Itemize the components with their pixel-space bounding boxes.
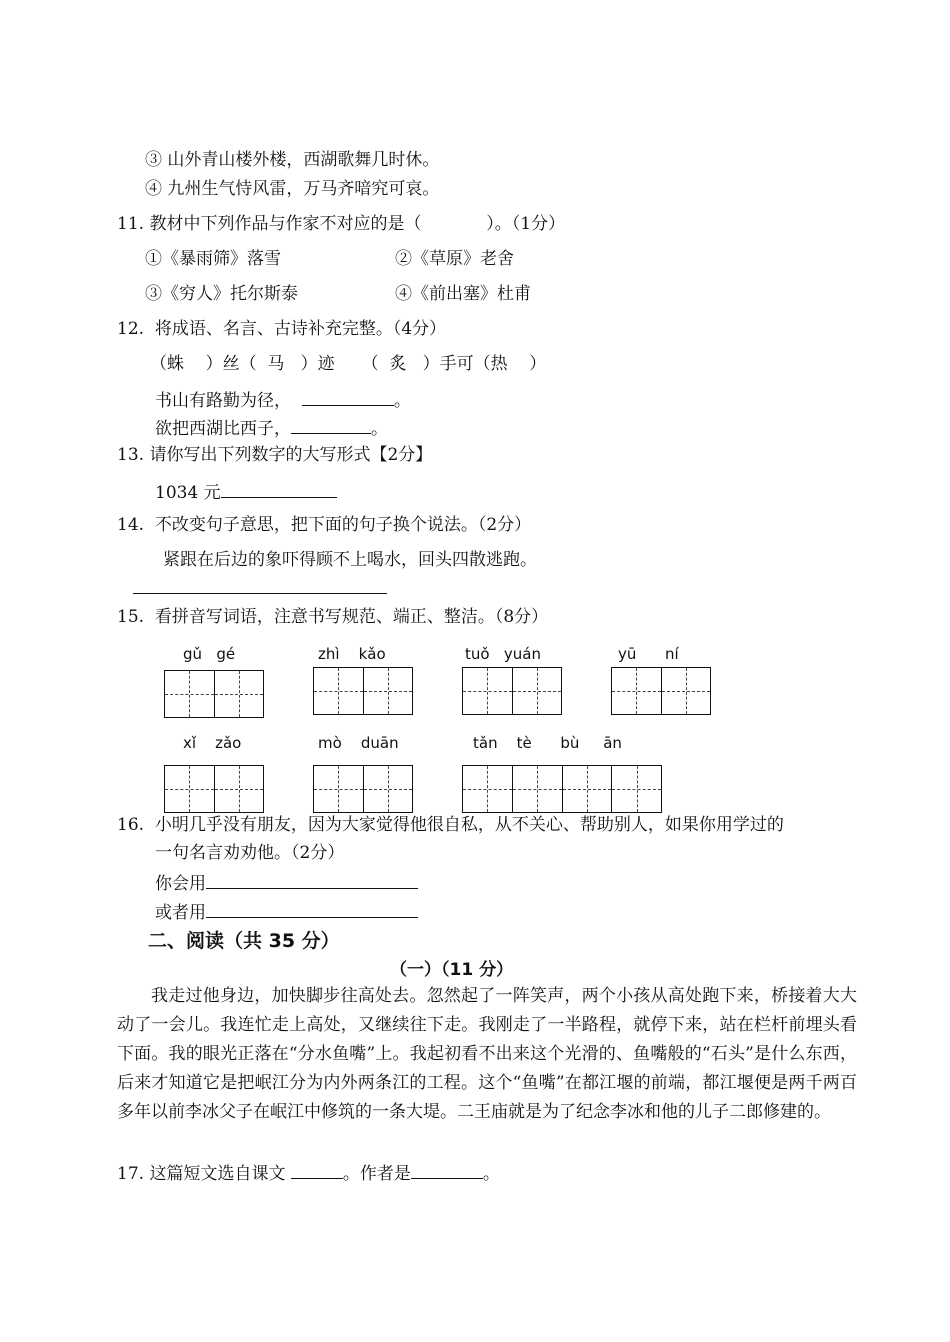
writing-grid-5[interactable] [164, 765, 264, 813]
pinyin-6: mò duān [318, 734, 399, 752]
q11-option-c: ③《穷人》托尔斯泰 [145, 284, 298, 304]
q16-blank-2[interactable] [206, 900, 418, 918]
q13-stem: 13. 请你写出下列数字的大写形式【2分】 [117, 445, 433, 465]
writing-grid-6[interactable] [313, 765, 413, 813]
q16-line-1-text: 你会用 [155, 874, 206, 894]
q14-answer-line[interactable] [133, 593, 387, 594]
q11-option-b: ②《草原》老舍 [395, 249, 514, 269]
q12-blank-2[interactable] [291, 416, 371, 434]
q12-idioms: （蛛 ）丝（ 马 ）迹 （ 炙 ）手可（热 ） [150, 354, 547, 374]
q12-line-2 [155, 416, 388, 440]
pinyin-2: zhì kǎo [318, 645, 386, 663]
writing-grid-3[interactable] [462, 667, 562, 715]
pinyin-5: xǐ zǎo [183, 734, 242, 752]
writing-grid-4[interactable] [611, 667, 711, 715]
q17-blank-1[interactable] [291, 1161, 343, 1179]
q13-line [155, 480, 337, 504]
section-2-subtitle: （一）（11 分） [390, 960, 514, 980]
q16-line-2 [155, 900, 418, 924]
q12-line-1-end: 。 [393, 391, 411, 411]
q12-line-1 [155, 388, 411, 412]
writing-grid-2[interactable] [313, 667, 413, 715]
q13-amount: 1034 元 [155, 483, 221, 503]
q11-option-d: ④《前出塞》杜甫 [395, 284, 531, 304]
q16-line-1 [155, 871, 418, 895]
q11-stem: 11. 教材中下列作品与作家不对应的是（ ）。（1分） [117, 214, 566, 234]
q11-option-a: ①《暴雨筛》落雪 [145, 249, 281, 269]
q12-line-2-end: 。 [371, 419, 388, 439]
writing-grid-7[interactable] [462, 765, 662, 813]
pinyin-4: yū ní [618, 645, 679, 663]
q12-line-1-text: 书山有路勤为径， [155, 391, 291, 411]
q17-text-a: 17. 这篇短文选自课文 [117, 1164, 291, 1184]
section-2-title: 二、阅读（共 35 分） [148, 930, 340, 952]
q12-blank-1[interactable] [302, 388, 394, 406]
poem-option-4: ④ 九州生气恃风雷，万马齐喑究可哀。 [145, 179, 440, 199]
reading-passage: 我走过他身边，加快脚步往高处去。忽然起了一阵笑声，两个小孩从高处跑下来，桥接着大大动了一会儿。我连忙走上高处，又继续往下走。我刚走了一半路程，就停下来，站在栏杆前埋头看下面。我的眼光正落在“分水鱼嘴”上。我起初看不出来这个光滑的、鱼嘴般的“石头”是什么东西，后来才知道它是把岷江分为内外两条江的工程。这个“鱼嘴”在都江堰的前端，都江堰便是两千两百多年以前李冰父子在岷江中修筑的一条大堤。二王庙就是为了纪念李冰和他的儿子二郎修建的。 [117, 986, 857, 1122]
pinyin-3: tuǒ yuán [465, 645, 541, 663]
q16-blank-1[interactable] [206, 871, 418, 889]
poem-option-3: ③ 山外青山楼外楼，西湖歌舞几时休。 [145, 150, 440, 170]
q13-blank[interactable] [221, 480, 337, 498]
q16-line-2-text: 或者用 [155, 903, 206, 923]
q16-stem-b: 一句名言劝劝他。（2分） [155, 843, 345, 863]
q14-sentence: 紧跟在后边的象吓得顾不上喝水，回头四散逃跑。 [163, 550, 537, 570]
q16-stem-a: 16. 小明几乎没有朋友，因为大家觉得他很自私，从不关心、帮助别人，如果你用学过的 [117, 815, 784, 835]
q17-blank-2[interactable] [411, 1161, 483, 1179]
pinyin-1: gǔ gé [183, 645, 236, 663]
q12-stem: 12. 将成语、名言、古诗补充完整。（4分） [117, 319, 447, 339]
q17 [117, 1161, 500, 1185]
writing-grid-1[interactable] [164, 670, 264, 718]
pinyin-7: tǎn tè bù ān [473, 734, 622, 752]
q15-stem: 15. 看拼音写词语，注意书写规范、端正、整洁。（8分） [117, 607, 549, 627]
q14-stem: 14. 不改变句子意思，把下面的句子换个说法。（2分） [117, 515, 532, 535]
q17-text-b: 。作者是 [342, 1164, 411, 1184]
q17-text-c: 。 [482, 1164, 500, 1184]
q12-line-2-text: 欲把西湖比西子， [155, 419, 291, 439]
